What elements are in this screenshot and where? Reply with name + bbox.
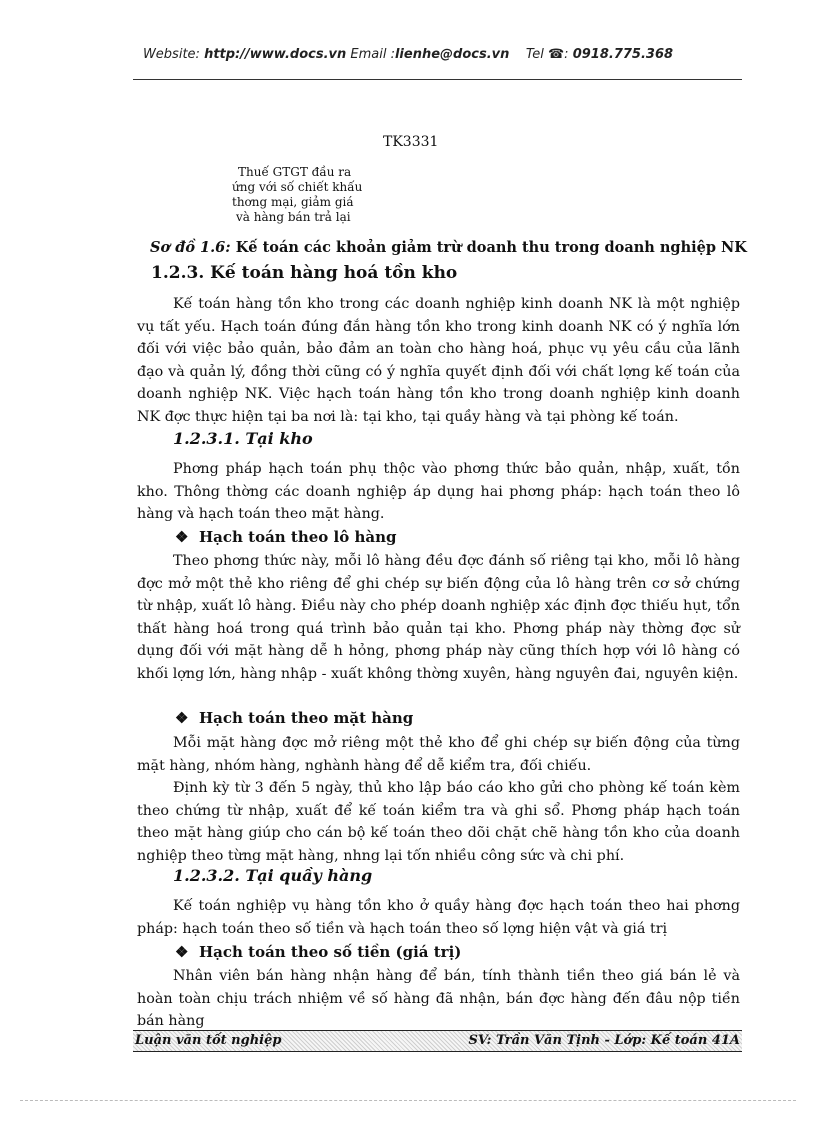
bullet-heading-mat-hang bbox=[175, 709, 413, 727]
diagram-caption bbox=[150, 239, 747, 256]
email-link[interactable]: lienhe@docs.vn bbox=[394, 47, 510, 62]
bullet-heading-lo-hang bbox=[175, 528, 396, 546]
tel-value: 0918.775.368 bbox=[572, 47, 674, 62]
section-heading: 1.2.3. Kế toán hàng hoá tồn kho bbox=[151, 263, 458, 283]
quay-paragraph: Kế toán nghiệp vụ hàng tồn kho ở quầy hàng đợc hạch toán theo hai phơng pháp: hạch toán theo số tiền và hạch toán theo số lợng hiện vật và giá trị bbox=[137, 898, 740, 937]
so-tien-paragraph-block bbox=[137, 965, 740, 1033]
website-link[interactable]: http://www.docs.vn bbox=[204, 47, 347, 62]
lo-hang-paragraph-block bbox=[137, 550, 740, 685]
subsection-heading-quay: 1.2.3.2. Tại quầy hàng bbox=[173, 866, 373, 885]
bullet-title: Hạch toán theo mặt hàng bbox=[199, 709, 414, 727]
bullet-title: Hạch toán theo lô hàng bbox=[199, 528, 397, 546]
tel-label: Tel ☎: bbox=[525, 47, 569, 62]
email-label: Email : bbox=[350, 47, 395, 62]
bullet-heading-so-tien bbox=[175, 943, 461, 961]
website-label: Website: bbox=[142, 47, 200, 62]
page-bottom-border bbox=[20, 1100, 796, 1101]
so-tien-paragraph: Nhân viên bán hàng nhận hàng để bán, tính thành tiền theo giá bán lẻ và hoàn toàn chịu trách nhiệm về số hàng đã nhận, bán đợc hàng đến đâu nộp tiền bán hàng bbox=[137, 968, 740, 1029]
diagram-note-line: và hàng bán trả lại bbox=[236, 210, 351, 224]
subsection-heading-kho: 1.2.3.1. Tại kho bbox=[173, 429, 313, 448]
mat-hang-paragraph-1: Mỗi mặt hàng đợc mở riêng một thẻ kho để ghi chép sự biến động của từng mặt hàng, nhóm hàng, nghành hàng để dễ kiểm tra, đối chiếu. bbox=[137, 735, 740, 774]
diagram-note-line: Thuế GTGT đầu ra bbox=[238, 165, 352, 179]
caption-label: Sơ đồ 1.6: bbox=[150, 239, 231, 256]
diagram-note-line: thơng mại, giảm giá bbox=[232, 195, 354, 209]
kho-paragraph: Phơng pháp hạch toán phụ thộc vào phơng thức bảo quản, nhập, xuất, tồn kho. Thông thờng các doanh nghiệp áp dụng hai phơng pháp: hạch toán theo lô hàng và hạch toán theo mặt hàng. bbox=[137, 461, 740, 522]
footer-thesis-label: Luận văn tốt nghiệp bbox=[135, 1033, 282, 1048]
diamond-bullet-icon: ❖ bbox=[175, 709, 189, 727]
bullet-title: Hạch toán theo số tiền (giá trị) bbox=[199, 943, 462, 961]
diamond-bullet-icon: ❖ bbox=[175, 943, 189, 961]
account-label: TK3331 bbox=[383, 134, 439, 150]
intro-paragraph-block bbox=[137, 293, 740, 428]
mat-hang-paragraph-block bbox=[137, 732, 740, 867]
mat-hang-paragraph-2: Định kỳ từ 3 đến 5 ngày, thủ kho lập báo cáo kho gửi cho phòng kế toán kèm theo chứng từ nhập, xuất để kế toán kiểm tra và ghi sổ. Phơng pháp hạch toán theo mặt hàng giúp cho cán bộ kế toán theo dõi chặt chẽ hàng tồn kho của doanh nghiệp theo từng mặt hàng, nhng lại tốn nhiều công sức và chi phí. bbox=[137, 780, 740, 864]
kho-paragraph-block bbox=[137, 458, 740, 526]
footer-student-info: SV: Trần Văn Tịnh - Lớp: Kế toán 41A bbox=[468, 1033, 740, 1048]
diagram-note bbox=[232, 165, 402, 225]
page-header bbox=[0, 47, 816, 62]
diagram-note-line: ứng với số chiết khấu bbox=[232, 180, 363, 194]
header-divider bbox=[133, 79, 742, 80]
caption-text: Kế toán các khoản giảm trừ doanh thu trong doanh nghiệp NK bbox=[235, 239, 747, 256]
diamond-bullet-icon: ❖ bbox=[175, 528, 189, 546]
lo-hang-paragraph: Theo phơng thức này, mỗi lô hàng đều đợc đánh số riêng tại kho, mỗi lô hàng đợc mở một thẻ kho riêng để ghi chép sự biến động của lô hàng trên cơ sở chứng từ nhập, xuất lô hàng. Điều này cho phép doanh nghiệp xác định đợc thiếu hụt, tổn thất hàng hoá trong quá trình bảo quản tại kho. Phơng pháp này thờng đợc sử dụng đối với mặt hàng dễ h hỏng, phơng pháp này cũng thích hợp với lô hàng có khối lợng lớn, hàng nhập - xuất không thờng xuyên, hàng nguyên đai, nguyên kiện. bbox=[137, 553, 740, 682]
quay-paragraph-block bbox=[137, 895, 740, 940]
intro-paragraph: Kế toán hàng tồn kho trong các doanh nghiệp kinh doanh NK là một nghiệp vụ tất yếu. Hạch toán đúng đắn hàng tồn kho trong kinh doanh NK có ý nghĩa lớn đối với việc bảo quản, bảo đảm an toàn cho hàng hoá, phục vụ yêu cầu của lãnh đạo và quản lý, đồng thời cũng có ý nghĩa quyết định đối với chất lợng kế toán của doanh nghiệp NK. Việc hạch toán hàng tồn kho trong doanh nghiệp kinh doanh NK đợc thực hiện tại ba nơi là: tại kho, tại quầy hàng và tại phòng kế toán. bbox=[137, 296, 740, 425]
